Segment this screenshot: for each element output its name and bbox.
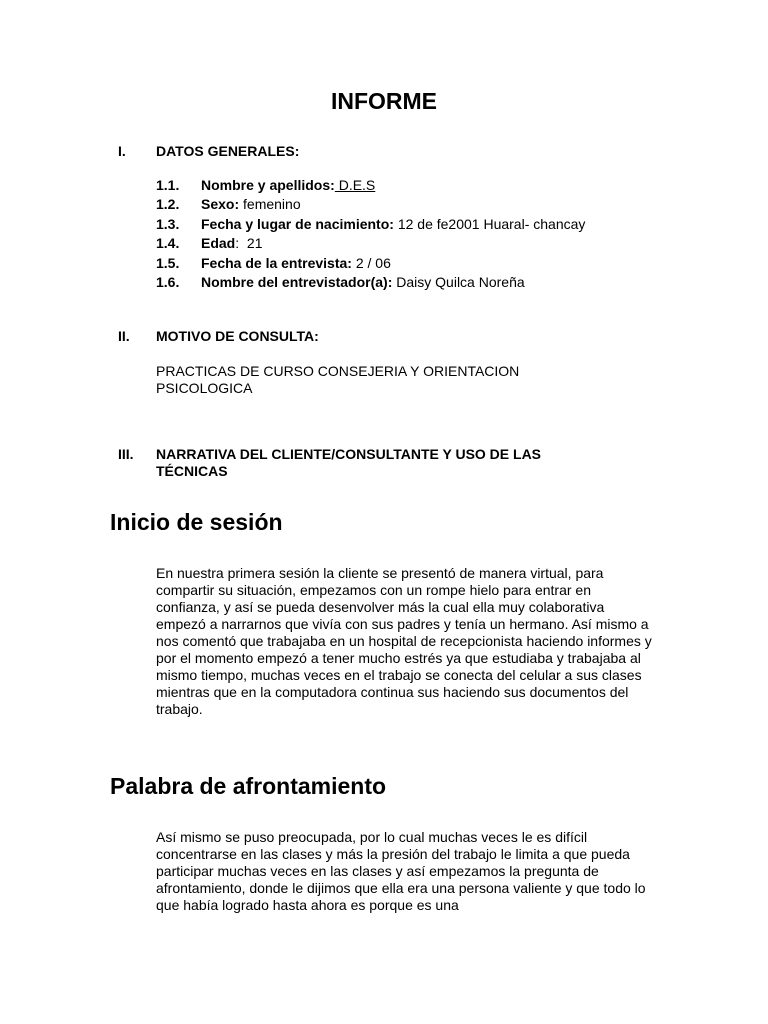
- item-value: D.E.S: [334, 177, 376, 193]
- item-label: Fecha de la entrevista:: [201, 254, 352, 271]
- datos-generales-list: [0, 176, 768, 292]
- item-label: Nombre y apellidos:: [201, 177, 335, 193]
- list-item: [0, 273, 768, 292]
- section-number: II.: [118, 328, 130, 344]
- item-value: 12 de fe2001 Huaral- chancay: [393, 215, 586, 232]
- motivo-text: PRACTICAS DE CURSO CONSEJERIA Y ORIENTACION PSICOLOGICA: [156, 363, 520, 396]
- item-number: 1.3.: [156, 215, 180, 232]
- item-label: Fecha y lugar de nacimiento:: [201, 215, 394, 232]
- item-number: 1.2.: [156, 196, 180, 213]
- list-item: [0, 254, 768, 273]
- list-item: [0, 215, 768, 234]
- section-title: DATOS GENERALES:: [156, 143, 300, 159]
- palabra-heading: Palabra de afrontamiento: [110, 773, 387, 799]
- list-item: [0, 176, 768, 195]
- item-text: [201, 176, 375, 195]
- inicio-paragraph: En nuestra primera sesión la cliente se presentó de manera virtual, para compartir su situación, empezamos con un rompe hielo para entrar en confianza, y así se pueda desenvolver más la cual ella muy colaborativa empezó a narrarnos que vivía con sus padres y tenía un hermano. Así mismo a nos comentó que trabajaba en un hospital de recepcionista haciendo informes y por el momento empezó a tener mucho estrés ya que estudiaba y trabajaba al mismo tiempo, muchas veces en el trabajo se conecta del celular a sus clases mientras que en la computadora continua sus haciendo sus documentos del trabajo.: [156, 565, 652, 717]
- item-number: 1.6.: [156, 273, 180, 290]
- item-number: 1.1.: [156, 177, 180, 193]
- section-title: MOTIVO DE CONSULTA:: [156, 328, 319, 344]
- section-title: NARRATIVA DEL CLIENTE/CONSULTANTE Y USO DE LAS TÉCNICAS: [156, 446, 542, 479]
- item-text: [201, 254, 391, 273]
- item-text: [201, 195, 301, 214]
- palabra-paragraph: Así mismo se puso preocupada, por lo cual muchas veces le es difícil concentrarse en las clases y más la presión del trabajo le limita a que pueda participar muchas veces en las clases y así empezamos la pregunta de afrontamiento, donde le dijimos que ella era una persona valiente y que todo lo que había logrado hasta ahora es porque es una: [156, 829, 646, 913]
- item-value: 2 / 06: [351, 254, 391, 271]
- item-label: Edad: [201, 235, 236, 252]
- item-number: 1.4.: [156, 235, 180, 252]
- item-value: Daisy Quilca Noreña: [392, 273, 525, 290]
- item-text: [201, 215, 585, 234]
- item-value: : 21: [235, 235, 263, 252]
- section-number: III.: [118, 446, 134, 462]
- item-text: [201, 273, 525, 292]
- list-item: [0, 234, 768, 253]
- item-value: femenino: [239, 196, 301, 213]
- list-item: [0, 195, 768, 214]
- item-label: Sexo:: [201, 196, 240, 213]
- item-label: Nombre del entrevistador(a):: [201, 273, 393, 290]
- inicio-heading: Inicio de sesión: [110, 509, 283, 535]
- item-text: [201, 234, 262, 253]
- item-number: 1.5.: [156, 254, 180, 271]
- section-number: I.: [118, 143, 126, 159]
- document-title: INFORME: [330, 88, 438, 114]
